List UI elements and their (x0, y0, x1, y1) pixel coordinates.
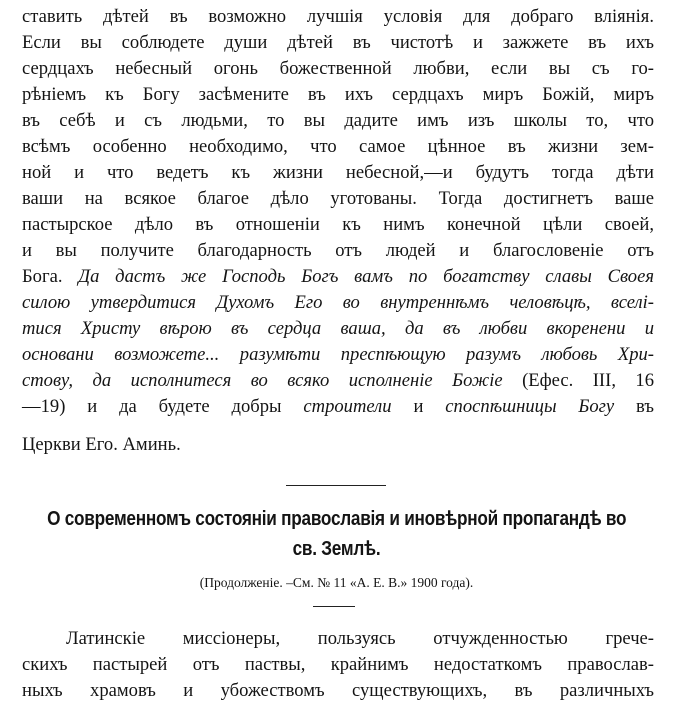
text-line: ставить дѣтей въ возможно лучшія условія для добраго вліянія. (22, 6, 654, 27)
text-line: Если вы соблюдете души дѣтей въ чистотѣ и зажжете въ ихъ (22, 32, 654, 53)
text-line: ныхъ храмовъ и убожествомъ существующихъ, въ различныхъ (22, 680, 654, 701)
scripture-quote: стову, да исполнитеся во всяко исполненіе Божіе (22, 370, 503, 391)
article-title-line-1: О современномъ состояніи православія и иновѣрной пропагандѣ во (47, 508, 627, 530)
article-title-line-2: св. Землѣ. (292, 538, 381, 560)
section-divider (286, 485, 386, 486)
text-run: и (391, 396, 446, 417)
text-line: сердцахъ небесный огонь божественной любви, если вы съ го- (22, 58, 654, 79)
quote-word: споспѣшницы Богу (445, 396, 615, 417)
text-run: —19) и да будете добры (22, 396, 304, 417)
scripture-quote: Да дастъ же Господь Богъ вамъ по богатству славы Своея (78, 266, 654, 287)
scripture-reference: (Ефес. III, 16 (502, 370, 655, 391)
text-run: Бога. (22, 266, 79, 287)
scripture-quote-line: основани возможете... разумѣти преспѣющую разумъ любовь Хри- (22, 344, 654, 365)
text-line: рѣніемъ къ Богу засѣмените въ ихъ сердцахъ миръ Божій, миръ (22, 84, 654, 105)
text-line (22, 368, 654, 394)
text-line: Латинскіе миссіонеры, пользуясь отчужденностью грече- (66, 628, 654, 649)
text-line: всѣмъ особенно необходимо, что самое цѣнное въ жизни зем- (22, 136, 654, 157)
text-line: ной и что ведетъ къ жизни небесной,—и будутъ тогда дѣти (22, 162, 654, 183)
quote-word: строители (303, 396, 392, 417)
text-run: въ (614, 396, 654, 417)
text-line (22, 264, 654, 290)
continuation-note: (Продолженіе. –См. № 11 «А. Е. В.» 1900 года). (199, 575, 474, 590)
text-line: Церкви Его. Аминь. (22, 434, 181, 455)
text-line: въ себѣ и съ людьми, то вы дадите имъ изъ школы то, что (22, 110, 654, 131)
short-divider (313, 606, 355, 607)
text-line: скихъ пастырей отъ паствы, крайнимъ недостаткомъ православ- (22, 654, 654, 675)
text-line: и вы получите благодарность отъ людей и благословеніе отъ (22, 240, 654, 261)
scripture-quote-line: силою утвердитися Духомъ Его во внутреннѣмъ человѣцѣ, вселі- (22, 292, 654, 313)
scripture-quote-line: тися Христу вѣрою въ сердца ваша, да въ любви вкоренени и (22, 318, 654, 339)
text-line (22, 394, 654, 420)
text-line: пастырское дѣло въ отношеніи къ нимъ конечной цѣли своей, (22, 214, 654, 235)
text-line: ваши на всякое благое дѣло уготованы. Тогда достигнетъ ваше (22, 188, 654, 209)
